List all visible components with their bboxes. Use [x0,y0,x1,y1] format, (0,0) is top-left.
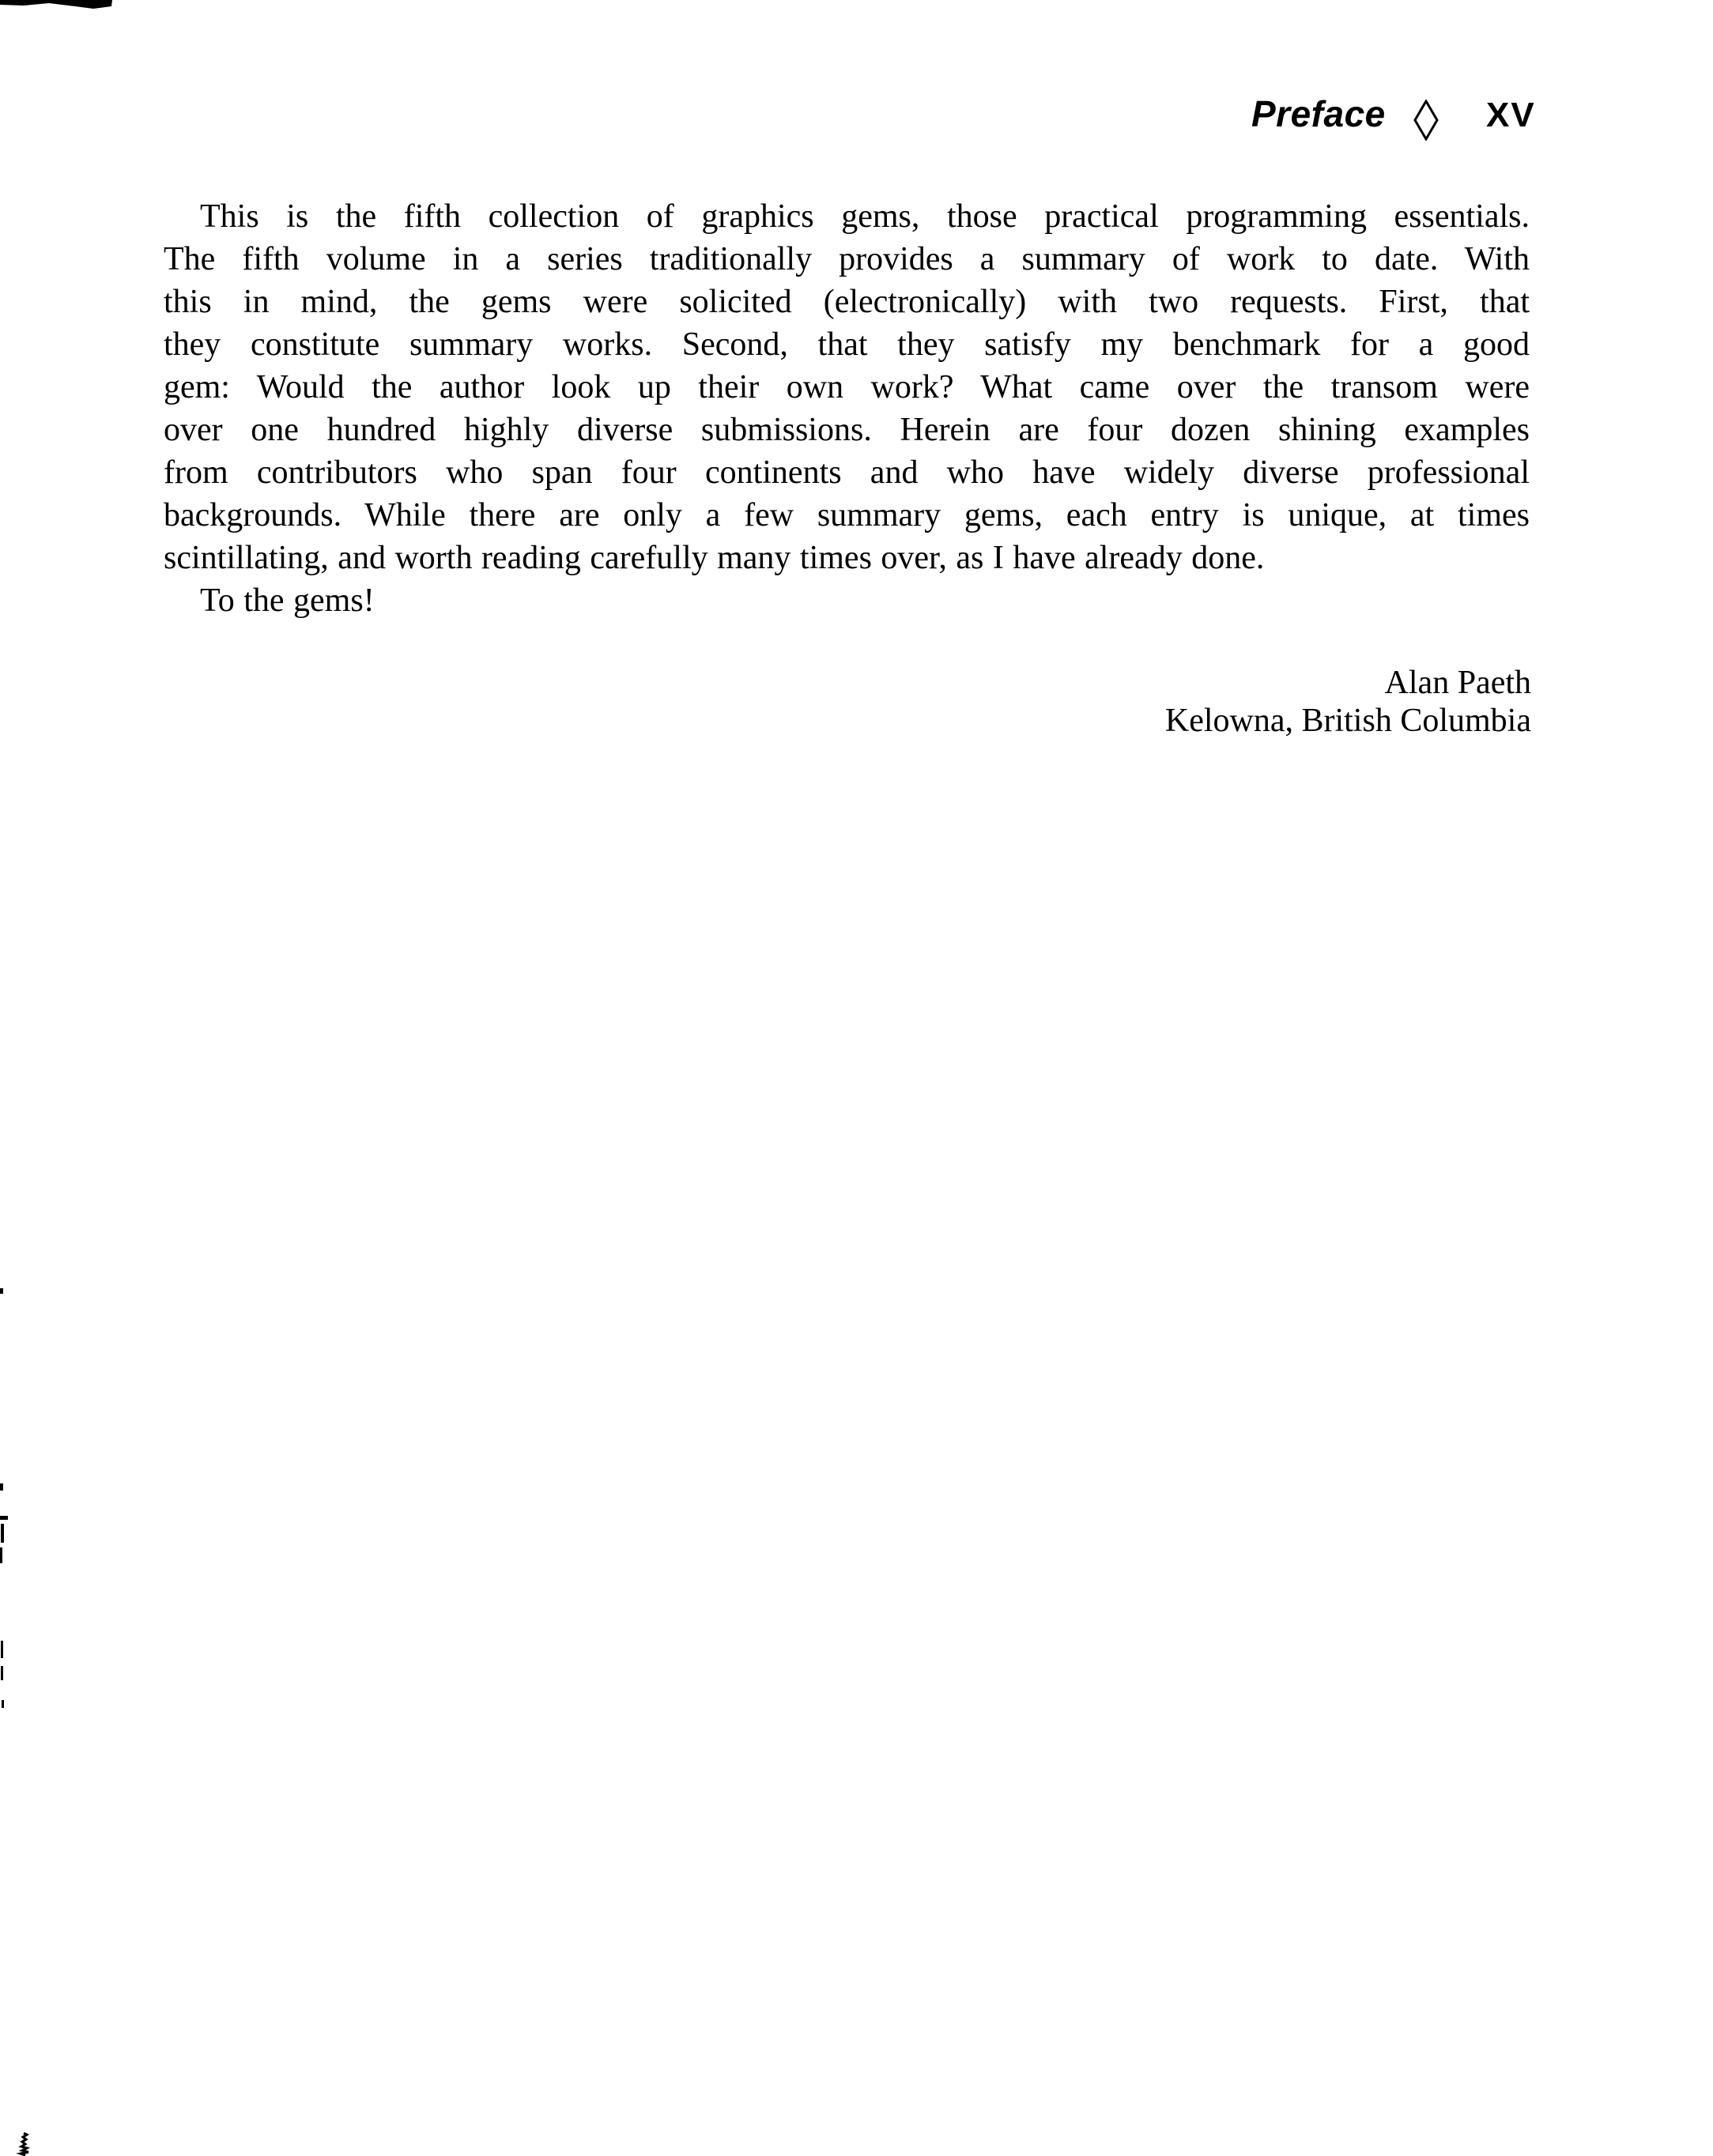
diamond-icon [1413,100,1439,141]
signature-block [164,664,1531,740]
paragraph-line: scintillating, and worth reading carefully many times over, as I have already done. [164,540,1265,576]
scan-mark [2,1700,4,1708]
running-head [0,0,1713,174]
scan-mark [0,1516,8,1520]
paragraph-line: this in mind, the gems were solicited (electronically) with two requests. First, that [164,284,1530,320]
author-location: Kelowna, British Columbia [1164,703,1531,739]
scan-mark [0,1288,3,1294]
scan-mark [1,1524,4,1543]
paragraph-line: The fifth volume in a series traditionally provides a summary of work to date. With [164,241,1530,277]
chapter-title: Preface [1251,93,1386,134]
scan-artifact-bottom-squiggle [6,2132,32,2156]
paragraph-line: from contributors who span four continents and who have widely diverse professional [164,454,1530,491]
page-number: XV [1486,96,1536,134]
paragraph-line: backgrounds. While there are only a few summary gems, each entry is unique, at times [164,497,1530,533]
paragraph-line: they constitute summary works. Second, that they satisfy my benchmark for a good [164,326,1530,363]
scan-mark [1,1666,3,1680]
scan-mark [0,1483,3,1491]
scan-mark [1,1641,3,1658]
paragraph-line: over one hundred highly diverse submissions. Herein are four dozen shining examples [164,412,1530,448]
paragraph-line: gem: Would the author look up their own work? What came over the transom were [164,369,1530,405]
closing-line: To the gems! [200,582,375,619]
paragraph-line: This is the fifth collection of graphics gems, those practical programming essentials. [200,198,1530,235]
author-name: Alan Paeth [1384,665,1531,701]
preface-paragraph [164,195,1530,622]
scan-mark [0,1547,2,1563]
